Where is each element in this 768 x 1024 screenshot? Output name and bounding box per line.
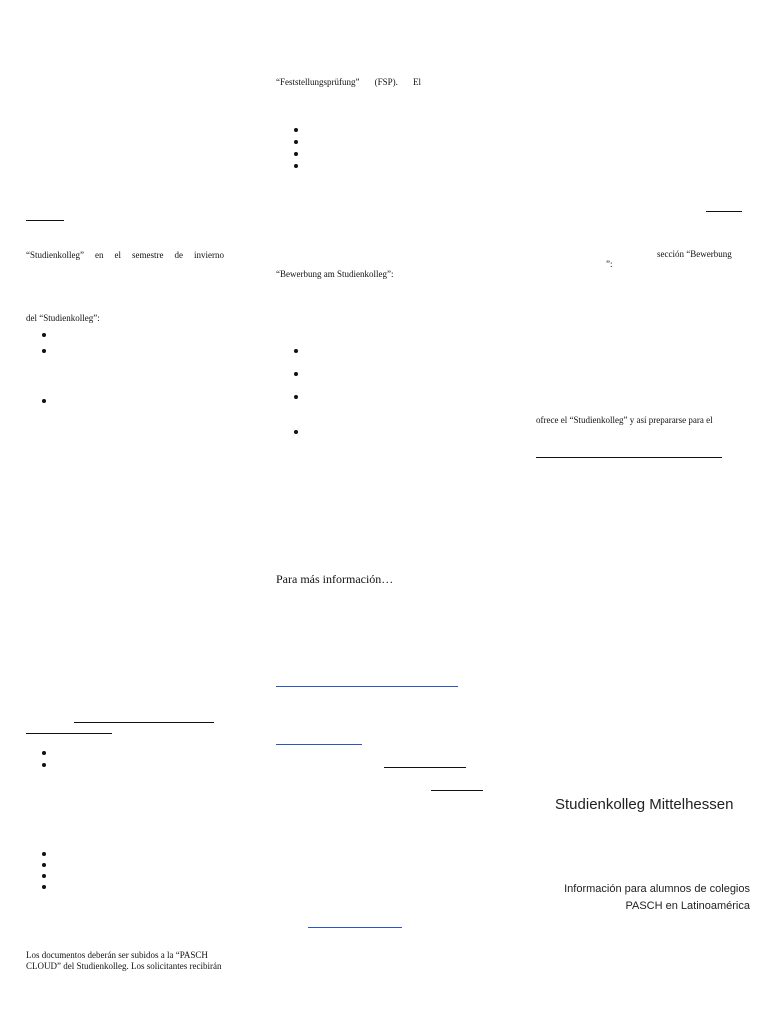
bullet (42, 333, 46, 337)
link-underline[interactable] (276, 686, 458, 687)
studienkolleg-invierno-text: “Studienkolleg” en el semestre de invierno (26, 250, 224, 260)
bullet (294, 395, 298, 399)
seccion-bewerbung-text: sección “Bewerbung (657, 249, 732, 259)
del-studienkolleg-text: del “Studienkolleg”: (26, 313, 100, 323)
underline-rule (26, 220, 64, 221)
underline-rule (26, 733, 112, 734)
bullet (294, 152, 298, 156)
bullet (42, 751, 46, 755)
documentos-text-line2: CLOUD” del Studienkolleg. Los solicitantes recibirán (26, 961, 222, 971)
brochure-title: Studienkolleg Mittelhessen (555, 796, 734, 813)
bewerbung-am-studienkolleg-text: “Bewerbung am Studienkolleg”: (276, 269, 394, 279)
bullet (42, 763, 46, 767)
documentos-text-line1: Los documentos deberán ser subidos a la “PASCH (26, 950, 208, 960)
bullet (42, 852, 46, 856)
bullet (42, 399, 46, 403)
subtitle-line-2: PASCH en Latinoamérica (625, 900, 750, 912)
bullet (294, 430, 298, 434)
bullet (42, 349, 46, 353)
underline-rule (536, 457, 722, 458)
underline-rule (431, 790, 483, 791)
bullet (294, 128, 298, 132)
ofrece-studienkolleg-text: ofrece el “Studienkolleg” y así prepararse para el (536, 415, 713, 425)
seccion-bewerbung-cont: ”: (606, 259, 613, 269)
link-underline[interactable] (276, 744, 362, 745)
subtitle-line-1: Información para alumnos de colegios (564, 883, 750, 895)
brochure-subtitle (564, 881, 750, 915)
bullet (294, 372, 298, 376)
more-info-heading: Para más información… (276, 572, 394, 586)
bullet (294, 164, 298, 168)
bullet (294, 349, 298, 353)
bullet (42, 874, 46, 878)
link-underline[interactable] (308, 927, 402, 928)
bullet (42, 863, 46, 867)
bullet (42, 885, 46, 889)
underline-rule (706, 211, 742, 212)
underline-rule (384, 767, 466, 768)
feststellungspruefung-text: “Feststellungsprüfung” (FSP). El (276, 77, 421, 87)
bullet (294, 140, 298, 144)
underline-rule (74, 722, 214, 723)
